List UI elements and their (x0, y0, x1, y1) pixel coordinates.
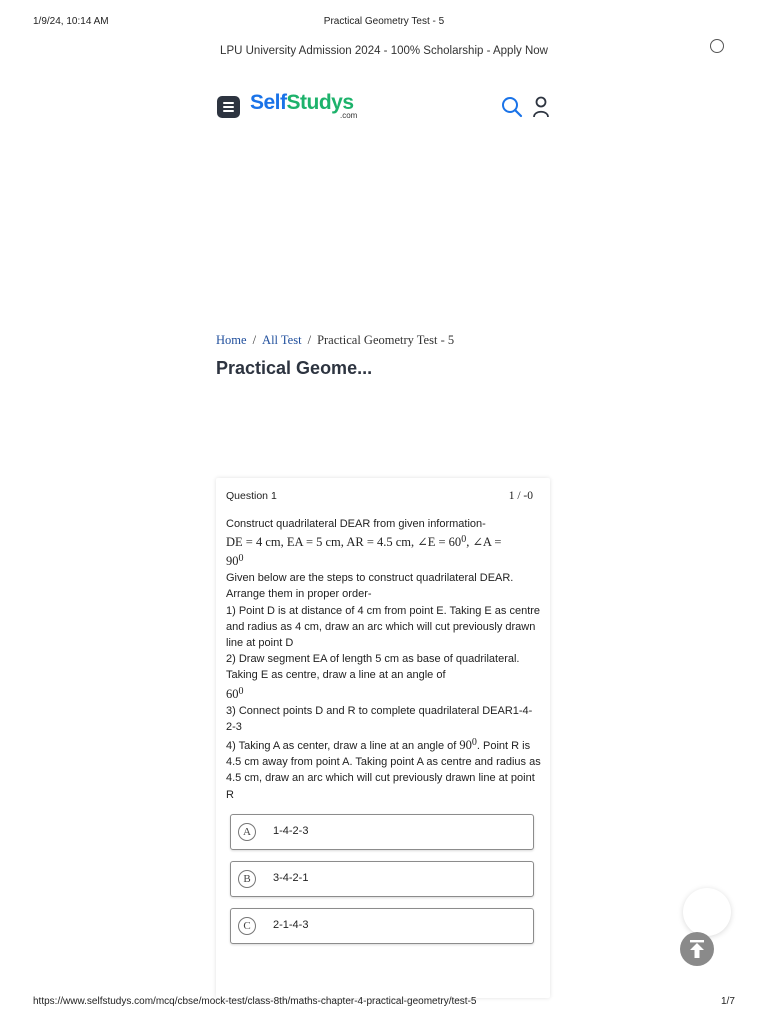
circle-icon[interactable] (710, 39, 724, 53)
question-math-sup1: 0 (461, 534, 467, 546)
question-step4-b: . Point R is 4.5 cm away from point A. Taking point A as centre and radius as 4.5 cm, draw an arc which will cut previously drawn line at point R (226, 740, 541, 801)
option-b[interactable] (230, 861, 534, 897)
logo-self-text: Self (250, 91, 287, 114)
question-step2-sup: 0 (238, 685, 244, 697)
option-text-c: 2-1-4-3 (273, 919, 309, 931)
question-step2: 2) Draw segment EA of length 5 cm as base of quadrilateral. Taking E as centre, draw a line at an angle of (226, 653, 520, 682)
question-step3: 3) Connect points D and R to complete quadrilateral DEAR1-4-2-3 (226, 704, 533, 733)
logo-suffix: .com (340, 111, 358, 120)
question-instruction: Given below are the steps to construct quadrilateral DEAR. Arrange them in proper order- (226, 572, 514, 601)
print-datetime: 1/9/24, 10:14 AM (33, 16, 109, 27)
question-math-mid: , ∠A = (466, 535, 502, 550)
breadcrumb-current: Practical Geometry Test - 5 (317, 333, 455, 347)
scroll-to-top-button[interactable] (680, 932, 714, 966)
logo-studys-text: Studys (286, 91, 354, 114)
user-icon[interactable] (532, 95, 550, 119)
floating-action-button[interactable] (683, 888, 731, 936)
question-math-sup2: 0 (238, 553, 244, 565)
question-step4-sup: 0 (471, 737, 477, 749)
site-header (216, 90, 552, 124)
option-letter-b: B (238, 870, 256, 888)
site-logo[interactable] (250, 90, 358, 120)
footer-url: https://www.selfstudys.com/mcq/cbse/mock-test/class-8th/maths-chapter-4-practical-geometry/test-5 (33, 996, 477, 1007)
option-text-b: 3-4-2-1 (273, 872, 309, 884)
breadcrumb-home[interactable]: Home (216, 333, 247, 347)
option-text-a: 1-4-2-3 (273, 825, 309, 837)
option-c[interactable] (230, 908, 534, 944)
search-icon[interactable] (501, 96, 523, 118)
breadcrumb-all-test[interactable]: All Test (262, 333, 302, 347)
question-marks: 1 / -0 (508, 490, 533, 502)
page-title: Practical Geome... (216, 358, 373, 378)
question-card (216, 478, 550, 998)
question-math-line2: 90 (226, 554, 239, 569)
arrow-up-icon (680, 932, 714, 966)
print-title: Practical Geometry Test - 5 (323, 16, 445, 27)
question-step4-math: 90 (459, 738, 472, 753)
breadcrumb-separator: / (252, 333, 257, 347)
question-step2-math: 60 (226, 686, 239, 701)
promo-banner-link[interactable]: LPU University Admission 2024 - 100% Scholarship - Apply Now (220, 45, 548, 57)
question-label: Question 1 (226, 490, 277, 502)
question-step4-a: 4) Taking A as center, draw a line at an angle of (226, 740, 457, 753)
question-text (226, 516, 542, 803)
menu-icon[interactable] (217, 96, 240, 118)
breadcrumb-separator: / (307, 333, 312, 347)
option-letter-c: C (238, 917, 256, 935)
question-step1: 1) Point D is at distance of 4 cm from point E. Taking E as centre and radius as 4 cm, draw an arc which will cut previously drawn line at point D (226, 604, 541, 650)
footer-page-number: 1/7 (721, 996, 735, 1007)
option-a[interactable] (230, 814, 534, 850)
question-intro: Construct quadrilateral DEAR from given information- (226, 518, 486, 530)
question-math-line1: DE = 4 cm, EA = 5 cm, AR = 4.5 cm, ∠E = 60 (226, 535, 462, 550)
option-letter-a: A (238, 823, 256, 841)
breadcrumb (216, 333, 454, 348)
